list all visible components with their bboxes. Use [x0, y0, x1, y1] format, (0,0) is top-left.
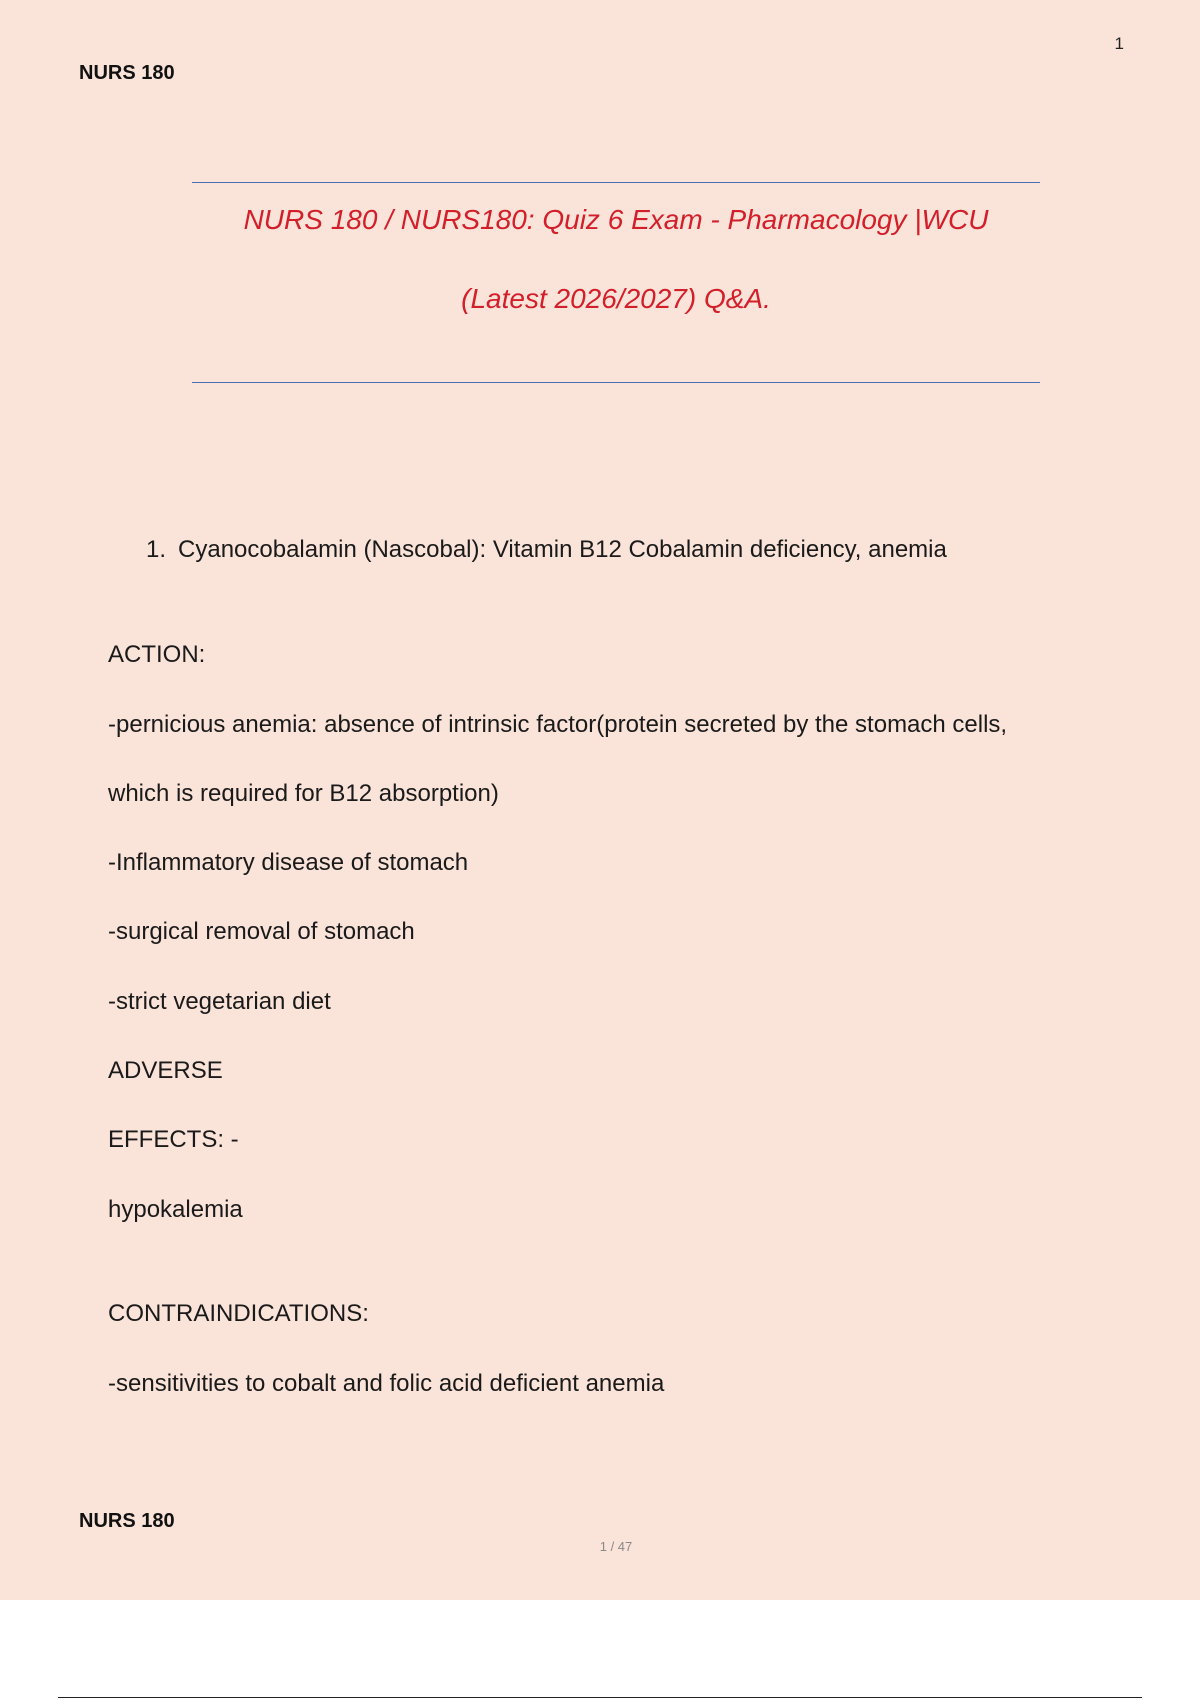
question-number: 1. [146, 536, 167, 563]
adverse-item: hypokalemia [108, 1196, 243, 1223]
title-top-divider [192, 182, 1040, 183]
action-line-5: -strict vegetarian diet [108, 988, 331, 1015]
action-heading: ACTION: [108, 641, 206, 668]
question-text: Cyanocobalamin (Nascobal): Vitamin B12 Cobalamin deficiency, anemia [178, 536, 947, 563]
question-item [146, 536, 947, 564]
action-line-4: -surgical removal of stomach [108, 918, 415, 945]
footer-course-label: NURS 180 [79, 1510, 175, 1532]
action-line-1: -pernicious anemia: absence of intrinsic factor(protein secreted by the stomach cells, [108, 711, 1008, 738]
document-title-line-2: (Latest 2026/2027) Q&A. [461, 283, 771, 314]
document-title-line-1: NURS 180 / NURS180: Quiz 6 Exam - Pharmacology |WCU [243, 204, 989, 235]
title-bottom-divider [192, 382, 1040, 383]
page-number: 1 [1114, 34, 1124, 53]
contraindications-item: -sensitivities to cobalt and folic acid deficient anemia [108, 1370, 665, 1397]
next-page-divider [58, 1697, 1142, 1698]
header-course-label: NURS 180 [79, 62, 175, 84]
effects-heading: EFFECTS: - [108, 1126, 239, 1153]
adverse-heading: ADVERSE [108, 1057, 223, 1084]
contraindications-heading: CONTRAINDICATIONS: [108, 1300, 369, 1327]
page-counter: 1 / 47 [599, 1539, 633, 1554]
action-line-2: which is required for B12 absorption) [108, 780, 499, 807]
action-line-3: -Inflammatory disease of stomach [108, 849, 469, 876]
